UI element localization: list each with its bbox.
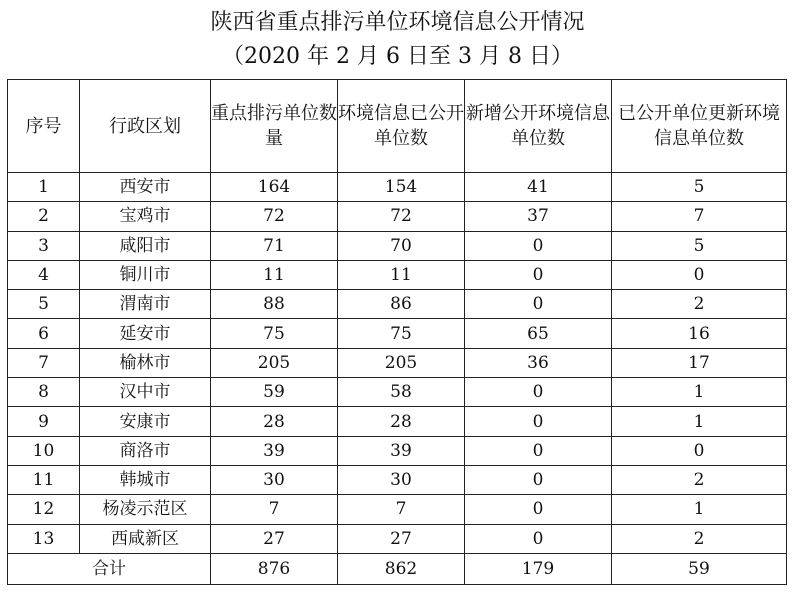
key-polluter-count-cell: 164 bbox=[211, 173, 338, 202]
total-disclosed-count: 862 bbox=[338, 553, 465, 584]
serial-number-cell: 10 bbox=[8, 436, 80, 465]
newly-disclosed-count-cell: 0 bbox=[465, 378, 612, 407]
updated-count-cell: 2 bbox=[612, 290, 787, 319]
division-cell: 咸阳市 bbox=[80, 231, 211, 260]
disclosed-count-cell: 154 bbox=[338, 173, 465, 202]
serial-number-cell: 9 bbox=[8, 407, 80, 436]
key-polluter-count-cell: 205 bbox=[211, 348, 338, 377]
newly-disclosed-count-cell: 41 bbox=[465, 173, 612, 202]
division-cell: 杨凌示范区 bbox=[80, 495, 211, 524]
division-cell: 延安市 bbox=[80, 319, 211, 348]
total-updated-count: 59 bbox=[612, 553, 787, 584]
updated-count-cell: 1 bbox=[612, 378, 787, 407]
newly-disclosed-count-cell: 37 bbox=[465, 202, 612, 231]
table-row bbox=[8, 436, 787, 465]
newly-disclosed-count-cell: 0 bbox=[465, 495, 612, 524]
newly-disclosed-count-cell: 0 bbox=[465, 524, 612, 553]
key-polluter-count-cell: 75 bbox=[211, 319, 338, 348]
disclosed-count-cell: 30 bbox=[338, 465, 465, 494]
updated-count-cell: 5 bbox=[612, 173, 787, 202]
disclosed-count-cell: 72 bbox=[338, 202, 465, 231]
division-cell: 安康市 bbox=[80, 407, 211, 436]
disclosed-count-cell: 70 bbox=[338, 231, 465, 260]
key-polluter-count-cell: 11 bbox=[211, 260, 338, 289]
table-row bbox=[8, 231, 787, 260]
serial-number-cell: 4 bbox=[8, 260, 80, 289]
table-row bbox=[8, 495, 787, 524]
division-cell: 铜川市 bbox=[80, 260, 211, 289]
page-subtitle-date-range: （2020 年 2 月 6 日至 3 月 8 日） bbox=[222, 44, 573, 69]
division-cell: 榆林市 bbox=[80, 348, 211, 377]
total-newly-disclosed-count: 179 bbox=[465, 553, 612, 584]
header-administrative-division: 行政区划 bbox=[80, 80, 211, 173]
division-cell: 西安市 bbox=[80, 173, 211, 202]
division-cell: 西咸新区 bbox=[80, 524, 211, 553]
key-polluter-count-cell: 30 bbox=[211, 465, 338, 494]
newly-disclosed-count-cell: 65 bbox=[465, 319, 612, 348]
header-serial-number: 序号 bbox=[8, 80, 80, 173]
division-cell: 商洛市 bbox=[80, 436, 211, 465]
updated-count-cell: 0 bbox=[612, 260, 787, 289]
serial-number-cell: 13 bbox=[8, 524, 80, 553]
table-row bbox=[8, 524, 787, 553]
key-polluter-count-cell: 88 bbox=[211, 290, 338, 319]
disclosed-count-cell: 75 bbox=[338, 319, 465, 348]
page-title: 陕西省重点排污单位环境信息公开情况 bbox=[210, 10, 585, 35]
key-polluter-count-cell: 27 bbox=[211, 524, 338, 553]
key-polluter-count-cell: 7 bbox=[211, 495, 338, 524]
disclosed-count-cell: 39 bbox=[338, 436, 465, 465]
updated-count-cell: 0 bbox=[612, 436, 787, 465]
updated-count-cell: 5 bbox=[612, 231, 787, 260]
disclosed-count-cell: 27 bbox=[338, 524, 465, 553]
disclosed-count-cell: 11 bbox=[338, 260, 465, 289]
serial-number-cell: 3 bbox=[8, 231, 80, 260]
disclosed-count-cell: 58 bbox=[338, 378, 465, 407]
newly-disclosed-count-cell: 0 bbox=[465, 231, 612, 260]
division-cell: 韩城市 bbox=[80, 465, 211, 494]
key-polluter-count-cell: 59 bbox=[211, 378, 338, 407]
total-key-polluter-count: 876 bbox=[211, 553, 338, 584]
newly-disclosed-count-cell: 36 bbox=[465, 348, 612, 377]
header-newly-disclosed-count: 新增公开环境信息单位数 bbox=[465, 80, 612, 173]
newly-disclosed-count-cell: 0 bbox=[465, 260, 612, 289]
newly-disclosed-count-cell: 0 bbox=[465, 436, 612, 465]
updated-count-cell: 1 bbox=[612, 495, 787, 524]
total-label: 合计 bbox=[8, 553, 211, 584]
table-row bbox=[8, 319, 787, 348]
table-header-row bbox=[8, 80, 787, 173]
updated-count-cell: 16 bbox=[612, 319, 787, 348]
table-total-row bbox=[8, 553, 787, 584]
key-polluter-count-cell: 72 bbox=[211, 202, 338, 231]
table-row bbox=[8, 260, 787, 289]
serial-number-cell: 5 bbox=[8, 290, 80, 319]
division-cell: 汉中市 bbox=[80, 378, 211, 407]
newly-disclosed-count-cell: 0 bbox=[465, 407, 612, 436]
division-cell: 渭南市 bbox=[80, 290, 211, 319]
disclosure-table bbox=[7, 79, 787, 585]
serial-number-cell: 8 bbox=[8, 378, 80, 407]
newly-disclosed-count-cell: 0 bbox=[465, 290, 612, 319]
header-key-polluter-count: 重点排污单位数量 bbox=[211, 80, 338, 173]
key-polluter-count-cell: 28 bbox=[211, 407, 338, 436]
updated-count-cell: 7 bbox=[612, 202, 787, 231]
updated-count-cell: 2 bbox=[612, 524, 787, 553]
disclosed-count-cell: 28 bbox=[338, 407, 465, 436]
table-row bbox=[8, 378, 787, 407]
updated-count-cell: 17 bbox=[612, 348, 787, 377]
disclosed-count-cell: 205 bbox=[338, 348, 465, 377]
table-row bbox=[8, 465, 787, 494]
disclosed-count-cell: 86 bbox=[338, 290, 465, 319]
serial-number-cell: 12 bbox=[8, 495, 80, 524]
key-polluter-count-cell: 71 bbox=[211, 231, 338, 260]
table-row bbox=[8, 348, 787, 377]
header-updated-count: 已公开单位更新环境信息单位数 bbox=[612, 80, 787, 173]
newly-disclosed-count-cell: 0 bbox=[465, 465, 612, 494]
serial-number-cell: 6 bbox=[8, 319, 80, 348]
updated-count-cell: 2 bbox=[612, 465, 787, 494]
header-disclosed-count: 环境信息已公开单位数 bbox=[338, 80, 465, 173]
key-polluter-count-cell: 39 bbox=[211, 436, 338, 465]
table-row bbox=[8, 290, 787, 319]
serial-number-cell: 2 bbox=[8, 202, 80, 231]
serial-number-cell: 11 bbox=[8, 465, 80, 494]
serial-number-cell: 7 bbox=[8, 348, 80, 377]
disclosed-count-cell: 7 bbox=[338, 495, 465, 524]
division-cell: 宝鸡市 bbox=[80, 202, 211, 231]
table-row bbox=[8, 407, 787, 436]
table-row bbox=[8, 173, 787, 202]
updated-count-cell: 1 bbox=[612, 407, 787, 436]
serial-number-cell: 1 bbox=[8, 173, 80, 202]
table-row bbox=[8, 202, 787, 231]
